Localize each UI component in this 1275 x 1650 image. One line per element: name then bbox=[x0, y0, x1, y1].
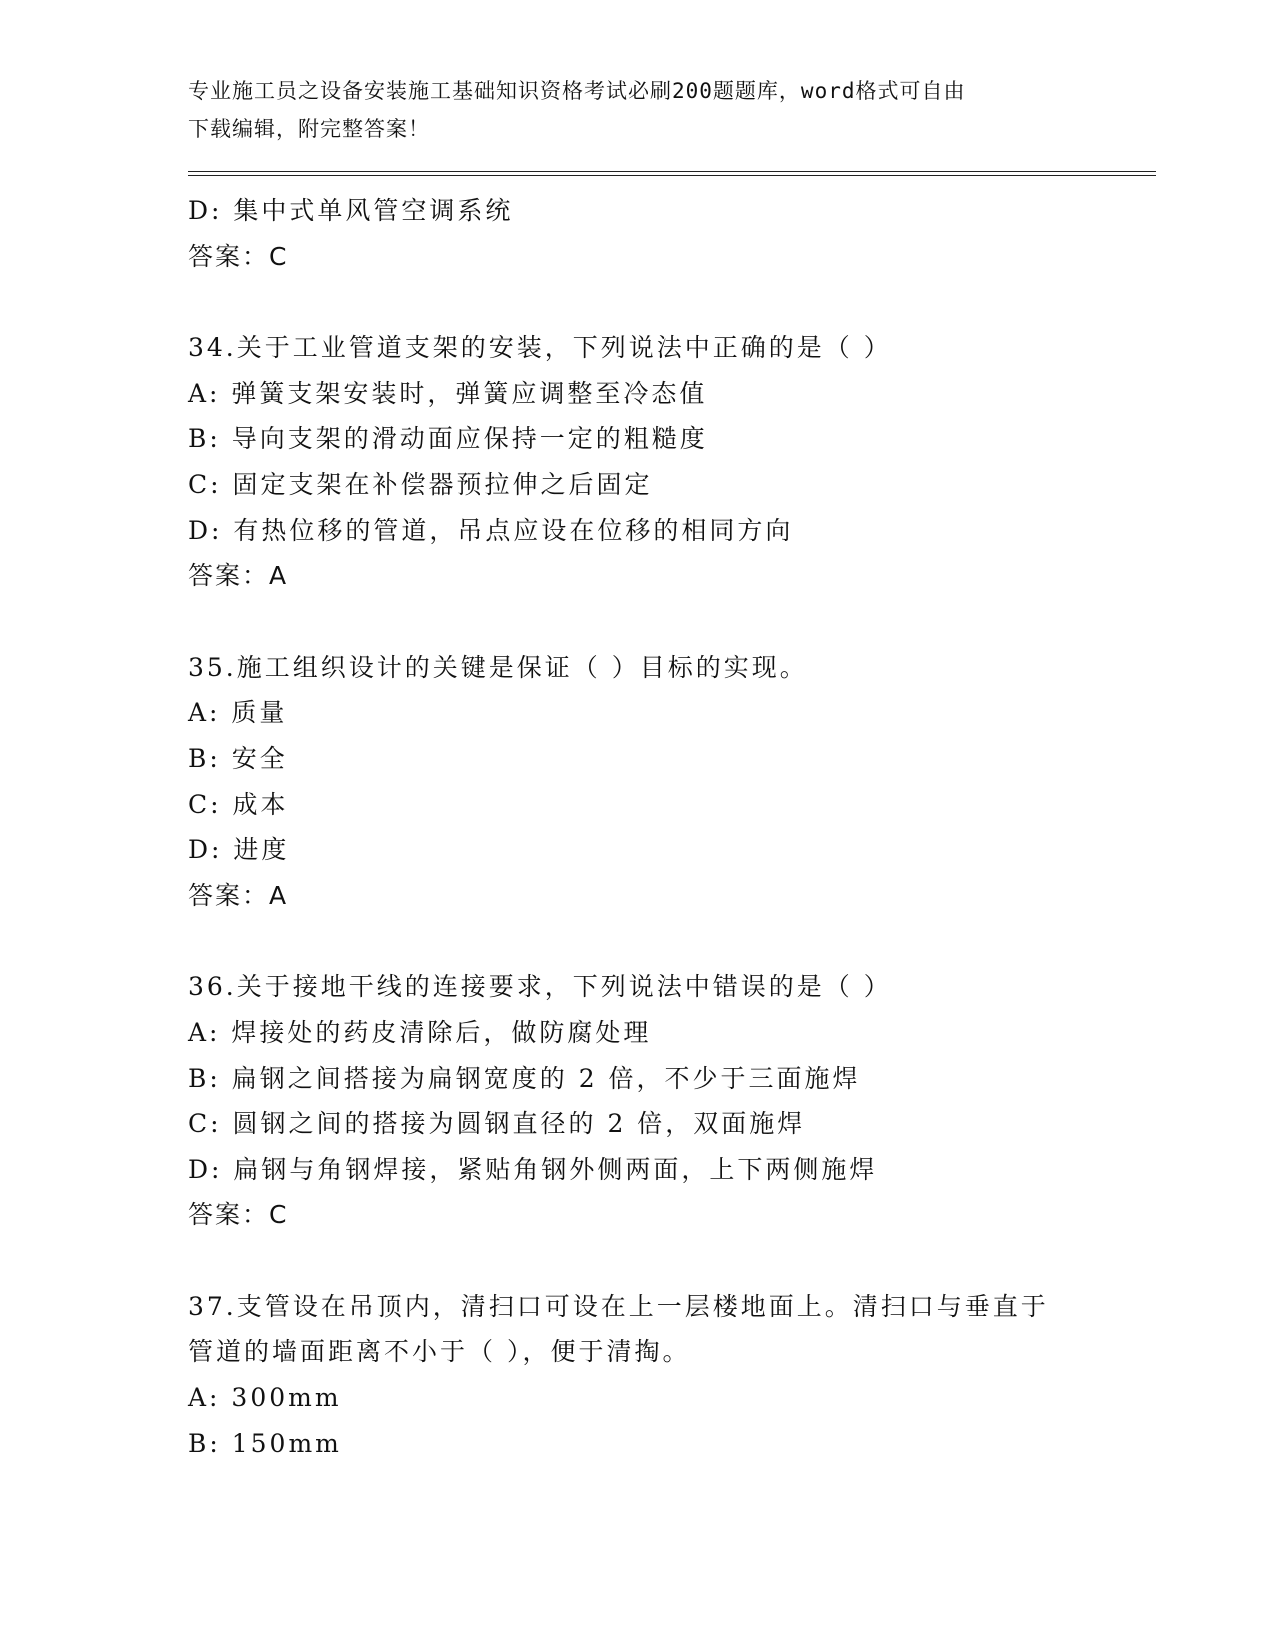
option-b: B: 导向支架的滑动面应保持一定的粗糙度 bbox=[188, 424, 708, 454]
option-a: A: 质量 bbox=[188, 698, 288, 728]
option-d: D: 进度 bbox=[188, 835, 290, 865]
option-b: B: 扁钢之间搭接为扁钢宽度的 2 倍，不少于三面施焊 bbox=[188, 1063, 861, 1093]
answer: 答案：C bbox=[188, 241, 289, 271]
option-c: C: 固定支架在补偿器预拉伸之后固定 bbox=[188, 469, 653, 499]
option-d: D: 集中式单风管空调系统 bbox=[188, 196, 514, 225]
header-line-1: 专业施工员之设备安装施工基础知识资格考试必刷200题题库，word格式可自由 bbox=[188, 79, 966, 103]
option-d: D: 扁钢与角钢焊接，紧贴角钢外侧两面，上下两侧施焊 bbox=[188, 1154, 878, 1184]
option-a: A: 焊接处的药皮清除后，做防腐处理 bbox=[188, 1017, 652, 1047]
question-stem: 35.施工组织设计的关键是保证（ ）目标的实现。 bbox=[188, 652, 808, 682]
option-c: C: 成本 bbox=[188, 789, 289, 819]
option-a: A: 弹簧支架安装时，弹簧应调整至冷态值 bbox=[188, 378, 708, 408]
option-d: D: 有热位移的管道，吊点应设在位移的相同方向 bbox=[188, 515, 794, 545]
option-a: A: 300mm bbox=[188, 1383, 342, 1413]
question-35 bbox=[188, 645, 1148, 919]
header-line-2: 下载编辑，附完整答案！ bbox=[188, 117, 430, 141]
question-content bbox=[188, 188, 1148, 1466]
document-header bbox=[188, 72, 1088, 148]
question-stem: 36.关于接地干线的连接要求，下列说法中错误的是（ ） bbox=[188, 972, 892, 1002]
option-b: B: 150mm bbox=[188, 1428, 342, 1458]
question-stem: 34.关于工业管道支架的安装，下列说法中正确的是（ ） bbox=[188, 333, 892, 363]
question-37 bbox=[188, 1284, 1148, 1466]
header-rule-bottom bbox=[188, 175, 1156, 176]
question-stem-line-2: 管道的墙面距离不小于（ ），便于清掏。 bbox=[188, 1337, 691, 1367]
option-c: C: 圆钢之间的搭接为圆钢直径的 2 倍，双面施焊 bbox=[188, 1109, 806, 1139]
answer: 答案：C bbox=[188, 1200, 289, 1230]
answer: 答案：A bbox=[188, 561, 289, 591]
header-rule-top bbox=[188, 171, 1156, 172]
option-b: B: 安全 bbox=[188, 743, 288, 773]
question-34 bbox=[188, 325, 1148, 599]
answer: 答案：A bbox=[188, 880, 289, 910]
question-36 bbox=[188, 964, 1148, 1238]
question-stem-line-1: 37.支管设在吊顶内，清扫口可设在上一层楼地面上。清扫口与垂直于 bbox=[188, 1291, 1049, 1321]
